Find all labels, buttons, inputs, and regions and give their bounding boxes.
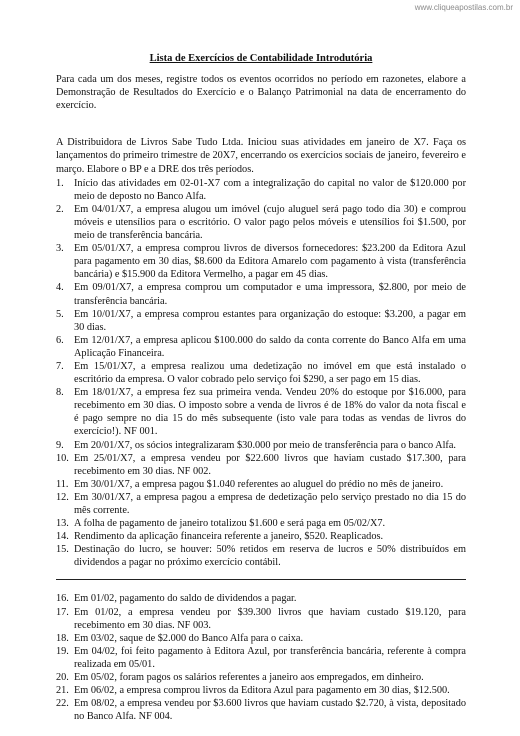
exercise-item [56,386,466,438]
exercise-item [56,281,466,307]
exercise-number: 4. [56,282,64,294]
exercise-text: Rendimento da aplicação financeira referente a janeiro, $520. Reaplicados. [74,531,384,543]
exercise-item [56,308,466,334]
document-page [56,52,466,723]
exercise-text: Destinação do lucro, se houver: 50% retidos em reserva de lucros e 50% distribuídos em dividendos a pagar no próximo exercício contábil. [74,544,466,569]
exercise-number: 22. [56,698,69,710]
exercise-number: 1. [56,177,64,189]
intro-paragraph: Para cada um dos meses, registre todos os eventos ocorridos no período em razonetes, elabore a Demonstração de Resultados do Exercício e o Balanço Patrimonial na data de encerramento do exercício. [56,74,466,112]
exercise-number: 16. [56,593,69,605]
exercise-text: Em 15/01/X7, a empresa realizou uma dedetização no imóvel em que está instalado o escritório da empresa. O valor cobrado pelo serviço foi $290, a ser pago em 15 dias. [74,360,466,386]
exercise-number: 5. [56,308,64,320]
exercise-number: 17. [56,606,69,618]
exercise-text: Em 04/02, foi feito pagamento à Editora Azul, por transferência bancária, referente à compra realizada em 05/01. [74,645,466,670]
exercise-text: A folha de pagamento de janeiro totalizou $1.600 e será paga em 05/02/X7. [74,518,386,530]
exercise-item [56,592,466,605]
exercise-number: 12. [56,491,69,503]
exercise-number: 20. [56,672,69,684]
exercise-item [56,632,466,645]
exercise-item [56,334,466,360]
exercise-text: Em 18/01/X7, a empresa fez sua primeira venda. Vendeu 20% do estoque por $16.000, para recebimento em 30 dias. O imposto sobre a venda de livros é de 18% do valor da nota fiscal e é pago sempre no dia 15 do mês subsequente (isto vale para todas as vendas de livros do exercício!). NF 001. [74,387,466,438]
exercise-text: Em 30/01/X7, a empresa pagou a empresa de dedetização pelo serviço prestado no dia 15 do mês corrente. [74,491,466,516]
january-exercise-list [56,177,466,570]
exercise-item [56,491,466,517]
exercise-number: 10. [56,452,69,464]
exercise-item [56,478,466,491]
exercise-item [56,671,466,684]
exercise-item [56,606,466,632]
exercise-number: 2. [56,203,64,215]
section-divider [56,579,466,580]
exercise-item [56,697,466,723]
exercise-text: Em 05/02, foram pagos os salários referentes a janeiro aos empregados, em dinheiro. [74,672,424,684]
exercise-number: 8. [56,387,64,399]
exercise-item [56,517,466,530]
exercise-text: Em 06/02, a empresa comprou livros da Editora Azul para pagamento em 30 dias, $12.500. [74,685,450,697]
exercise-number: 6. [56,334,64,346]
exercise-item [56,452,466,478]
exercise-number: 21. [56,685,69,697]
exercise-number: 11. [56,478,69,490]
exercise-text: Em 01/02, pagamento do saldo de dividendos a pagar. [74,593,297,605]
exercise-number: 14. [56,531,69,543]
company-paragraph: A Distribuidora de Livros Sabe Tudo Ltda. Iniciou suas atividades em janeiro de X7. Faça os lançamentos do primeiro trimestre de 20X7, encerrando os exercícios sociais de janeiro, fevereiro e março. Elabore o BP e a DRE dos três períodos. [56,137,466,175]
exercise-item [56,203,466,242]
exercise-item [56,684,466,697]
exercise-item [56,543,466,569]
exercise-item [56,439,466,452]
exercise-item [56,242,466,281]
exercise-item [56,360,466,386]
exercise-text: Em 08/02, a empresa vendeu por $3.600 livros que haviam custado $2.720, à vista, depositado no Banco Alfa. NF 004. [74,698,466,723]
exercise-item [56,177,466,203]
exercise-item [56,645,466,671]
exercise-text: Em 10/01/X7, a empresa comprou estantes para organização do estoque: $3.200, a pagar em 30 dias. [74,308,466,333]
exercise-text: Em 25/01/X7, a empresa vendeu por $22.600 livros que haviam custado $17.300, para recebimento em 30 dias. NF 002. [74,452,466,477]
exercise-text: Em 20/01/X7, os sócios integralizaram $30.000 por meio de transferência para o banco Alfa. [74,439,457,451]
exercise-text: Em 04/01/X7, a empresa alugou um imóvel (cujo aluguel será pago todo dia 30) e comprou móveis e utensílios para o escritório. O valor pago pelos móveis e utensílios foi $1.500, por meio de transferência bancária. [74,203,466,242]
exercise-number: 3. [56,243,64,255]
exercise-number: 13. [56,518,69,530]
exercise-text: Em 01/02, a empresa vendeu por $39.300 livros que haviam custado $19.120, para recebimento em 30 dias. NF 003. [74,606,466,631]
february-exercise-list [56,592,466,723]
exercise-text: Em 12/01/X7, a empresa aplicou $100.000 do saldo da conta corrente do Banco Alfa em uma Aplicação Financeira. [74,334,466,359]
exercise-number: 18. [56,632,69,644]
exercise-number: 19. [56,645,69,657]
exercise-number: 15. [56,544,69,556]
document-title: Lista de Exercícios de Contabilidade Introdutória [149,53,373,64]
exercise-text: Em 05/01/X7, a empresa comprou livros de diversos fornecedores: $23.200 da Editora Azul para pagamento em 30 dias, $8.600 da Editora Amarelo com pagamento à vista (transferência bancária) e $15.900 da Editora Vermelho, a pagar em 45 dias. [74,243,466,281]
watermark: www.cliqueapostilas.com.br [414,3,513,12]
exercise-number: 7. [56,360,64,372]
exercise-number: 9. [56,439,64,451]
exercise-text: Em 30/01/X7, a empresa pagou $1.040 referentes ao aluguel do prédio no mês de janeiro. [74,478,444,490]
exercise-item [56,530,466,543]
exercise-text: Início das atividades em 02-01-X7 com a integralização do capital no valor de $120.000 por meio de deposto no Banco Alfa. [74,177,466,202]
exercise-text: Em 03/02, saque de $2.000 do Banco Alfa para o caixa. [74,632,304,644]
exercise-text: Em 09/01/X7, a empresa comprou um computador e uma impressora, $2.800, por meio de transferência bancária. [74,282,466,307]
